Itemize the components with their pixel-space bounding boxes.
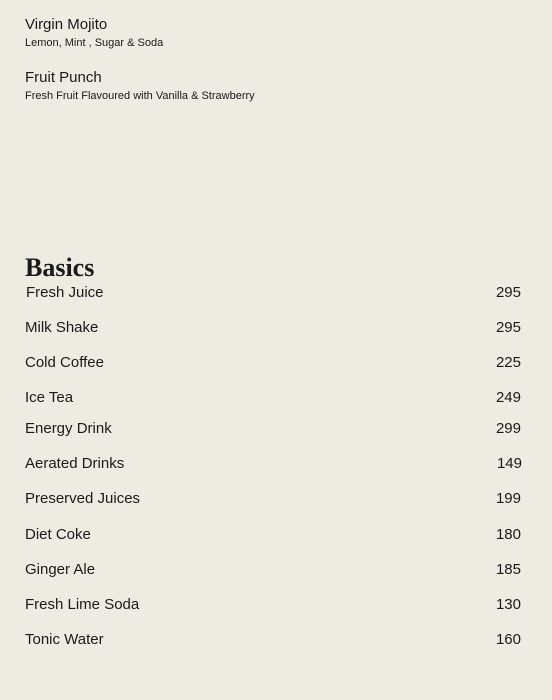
- menu-item-name: Aerated Drinks: [25, 455, 125, 472]
- menu-item-name: Ice Tea: [25, 389, 74, 406]
- menu-item-name: Energy Drink: [25, 420, 112, 437]
- menu-item-price: 249: [495, 389, 521, 406]
- menu-item-name: Ginger Ale: [25, 561, 96, 578]
- menu-item-name: Fresh Lime Soda: [25, 596, 140, 613]
- menu-item-name: Milk Shake: [25, 319, 99, 336]
- menu-item-price: 149: [496, 455, 522, 472]
- menu-item-name: Preserved Juices: [25, 490, 141, 507]
- menu-item-price: 130: [495, 596, 521, 613]
- menu-item-price: 180: [495, 526, 521, 543]
- menu-item-price: 185: [495, 561, 521, 578]
- menu-item-price: 225: [495, 354, 521, 371]
- menu-item-price: 295: [495, 319, 521, 336]
- menu-item-price: 160: [495, 631, 521, 648]
- menu-item-name: Diet Coke: [25, 526, 91, 543]
- menu-item-price: 295: [495, 284, 521, 301]
- menu-item-description: Fresh Fruit Flavoured with Vanilla & Strawberry: [25, 90, 255, 102]
- menu-item-price: 199: [495, 490, 521, 507]
- menu-item-description: Lemon, Mint , Sugar & Soda: [25, 37, 164, 49]
- menu-item-name: Tonic Water: [25, 631, 104, 648]
- menu-item-name: Fruit Punch: [25, 69, 102, 86]
- menu-item-name: Virgin Mojito: [25, 16, 108, 33]
- menu-item-name: Fresh Juice: [26, 284, 104, 301]
- menu-item-name: Cold Coffee: [25, 354, 104, 371]
- section-title: Basics: [25, 253, 95, 282]
- menu-item-price: 299: [495, 420, 521, 437]
